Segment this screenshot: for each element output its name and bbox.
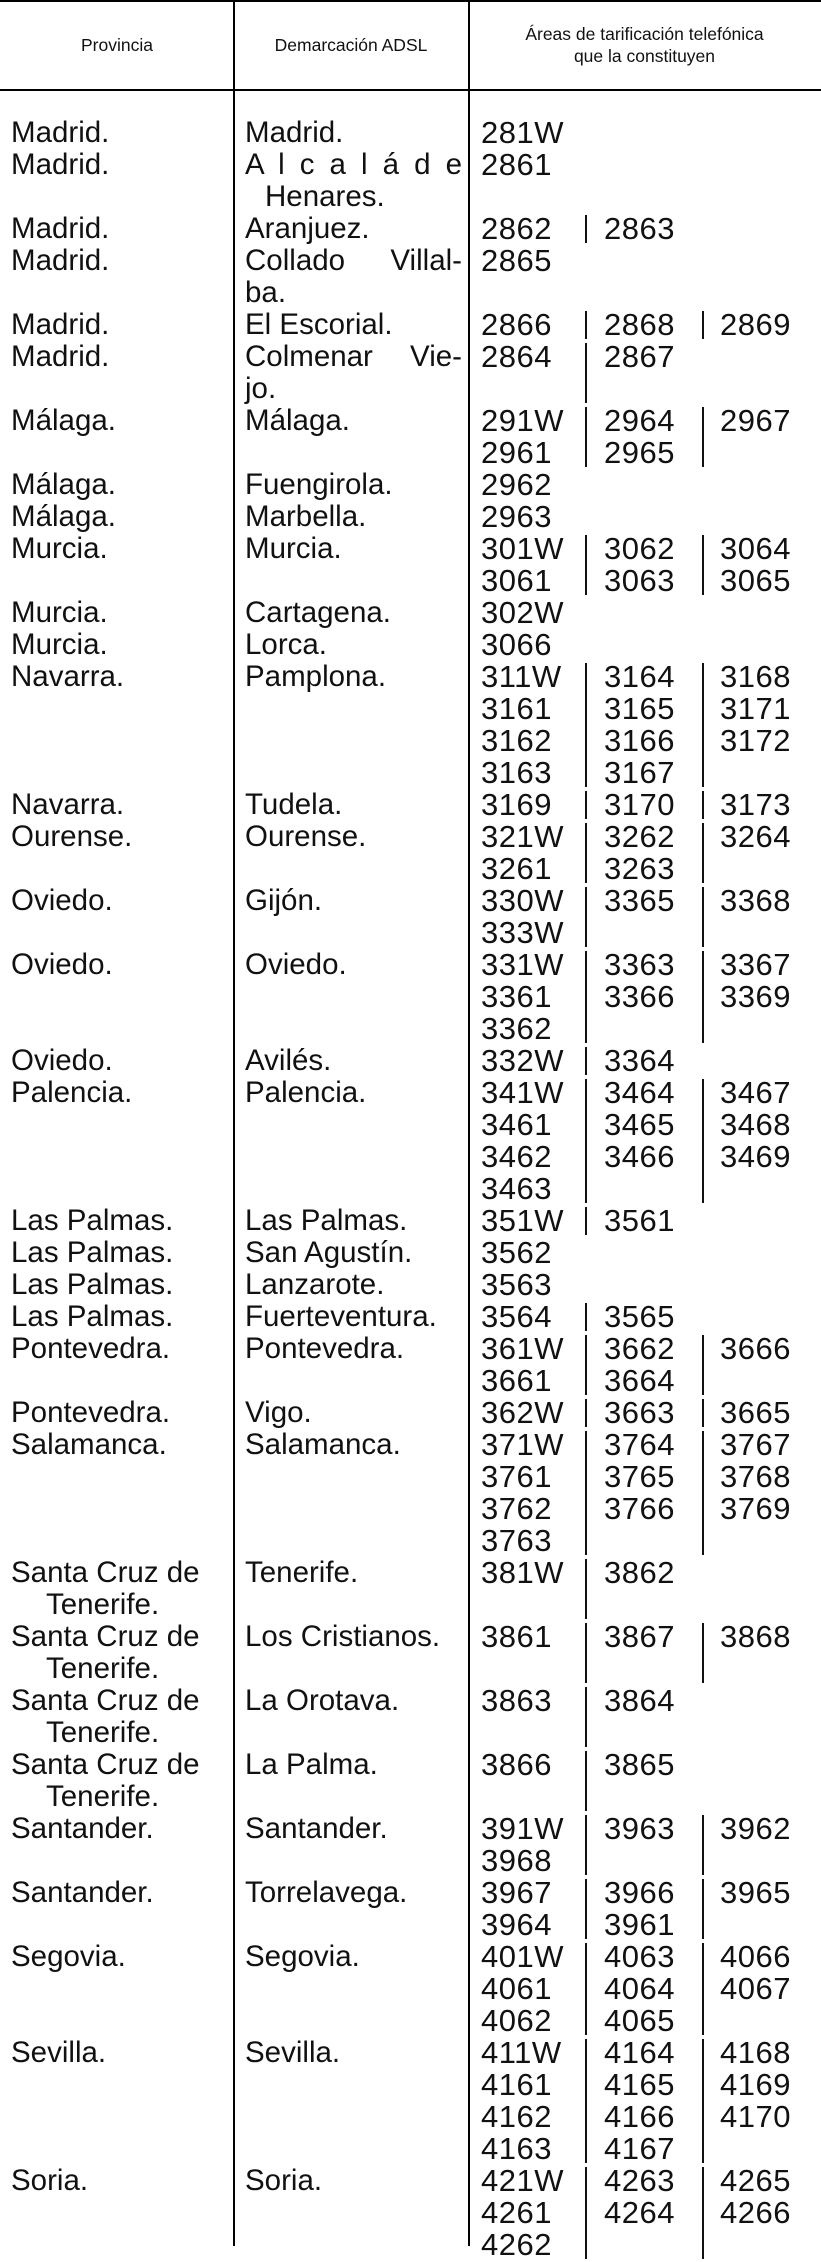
area-code-cell: 3465 [604,1107,675,1142]
area-code-cell: 3162 [481,723,552,758]
area-code-cell: 3169 [481,787,552,822]
area-code-cell: 3963 [604,1811,675,1846]
area-column-rule [702,1431,704,1555]
area-code-cell: 3261 [481,851,552,886]
demarcacion-cell: Málaga. [245,404,350,437]
demarcacion-cell: Fuengirola. [245,468,393,501]
area-code-cell: 3467 [720,1075,791,1110]
demarcacion-cell: A l c a l á d e [245,148,462,181]
area-code-cell: 3263 [604,851,675,886]
provincia-cell: Santa Cruz de [11,1556,200,1589]
area-code-cell: 2961 [481,435,552,470]
demarcacion-cell: Tenerife. [245,1556,359,1589]
provincia-cell: Palencia. [11,1076,133,1109]
area-column-rule [585,535,587,595]
provincia-cell: Sevilla. [11,2036,107,2069]
area-code-cell: 421W [481,2163,564,2198]
area-code-cell: 362W [481,1395,564,1430]
area-code-cell: 3364 [604,1043,675,1078]
area-column-rule [585,1079,587,1203]
demarcacion-cell: Fuerteventura. [245,1300,437,1333]
area-column-rule [585,2167,587,2259]
area-code-cell: 331W [481,947,564,982]
demarcacion-cell: El Escorial. [245,308,393,341]
provincia-cell: Soria. [11,2164,89,2197]
area-code-cell: 311W [481,659,562,694]
area-code-cell: 361W [481,1331,564,1366]
area-column-rule [702,951,704,1043]
area-code-cell: 2864 [481,339,552,374]
demarcacion-cell: Marbella. [245,500,367,533]
area-code-cell: 3966 [604,1875,675,1910]
area-code-cell: 3767 [720,1427,791,1462]
area-column-rule [585,823,587,883]
area-code-cell: 4066 [720,1939,791,1974]
area-code-cell: 3173 [720,787,791,822]
provincia-cell: Madrid. [11,340,110,373]
area-code-cell: 301W [481,531,564,566]
area-column-rule [585,407,587,467]
area-code-cell: 4064 [604,1971,675,2006]
demarcacion-cell: Aranjuez. [245,212,370,245]
area-column-rule [702,1815,704,1875]
area-code-cell: 3469 [720,1139,791,1174]
provincia-cell: Oviedo. [11,948,113,981]
area-code-cell: 3468 [720,1107,791,1142]
area-code-cell: 3867 [604,1619,675,1654]
area-code-cell: 2869 [720,307,791,342]
area-code-cell: 3968 [481,1843,552,1878]
provincia-cell: Santa Cruz de [11,1684,200,1717]
area-code-cell: 2962 [481,467,552,502]
demarcacion-cell: Santander. [245,1812,388,1845]
area-column-rule [585,663,587,787]
area-code-cell: 3264 [720,819,791,854]
header-bottom-rule [0,89,821,91]
provincia-cell: Navarra. [11,788,125,821]
header-areas-line2: que la constituyen [573,46,716,66]
area-code-cell: 3165 [604,691,675,726]
area-column-rule [702,791,704,819]
area-code-cell: 3565 [604,1299,675,1334]
area-code-cell: 3965 [720,1875,791,1910]
area-code-cell: 3365 [604,883,675,918]
area-column-rule [585,951,587,1043]
provincia-cell: Murcia. [11,596,108,629]
area-code-cell: 3461 [481,1107,552,1142]
area-code-cell: 3561 [604,1203,675,1238]
provincia-cell: Murcia. [11,532,108,565]
area-code-cell: 4163 [481,2131,552,2166]
area-code-cell: 3170 [604,787,675,822]
area-code-cell: 3563 [481,1267,552,1302]
provincia-cell: Santa Cruz de [11,1620,200,1653]
provincia-cell: Pontevedra. [11,1332,171,1365]
area-code-cell: 3768 [720,1459,791,1494]
area-code-cell: 4263 [604,2163,675,2198]
area-code-cell: 3962 [720,1811,791,1846]
area-column-rule [585,1303,587,1331]
provincia-cell: Málaga. [11,468,116,501]
area-code-cell: 3262 [604,819,675,854]
area-code-cell: 351W [481,1203,564,1238]
provincia-cell: Málaga. [11,404,116,437]
area-column-rule [585,1943,587,2035]
area-column-rule [702,2039,704,2163]
area-code-cell: 3166 [604,723,675,758]
provincia-cell: Santander. [11,1812,154,1845]
demarcacion-cell: Madrid. [245,116,344,149]
area-code-cell: 4264 [604,2195,675,2230]
area-code-cell: 2868 [604,307,675,342]
provincia-cell: Málaga. [11,500,116,533]
area-code-cell: 3168 [720,659,791,694]
provincia-cell: Pontevedra. [11,1396,171,1429]
demarcacion-cell: Cartagena. [245,596,391,629]
provincia-cell: Oviedo. [11,1044,113,1077]
area-code-cell: 3863 [481,1683,552,1718]
header-provincia [0,0,234,90]
area-column-rule [585,2039,587,2163]
area-code-cell: 3664 [604,1363,675,1398]
demarcacion-cell: Avilés. [245,1044,332,1077]
area-code-cell: 281W [481,115,564,150]
column-divider-demarcacion [468,0,470,2246]
provincia-cell: Las Palmas. [11,1236,174,1269]
area-code-cell: 3765 [604,1459,675,1494]
provincia-cell: Tenerife. [46,1716,160,1749]
area-column-rule [702,887,704,947]
area-code-cell: 3064 [720,531,791,566]
area-code-cell: 3964 [481,1907,552,1942]
area-column-rule [702,311,704,339]
area-column-rule [585,1335,587,1395]
demarcacion-cell: Torrelavega. [245,1876,408,1909]
area-column-rule [702,535,704,595]
area-column-rule [585,1559,587,1619]
area-column-rule [702,1079,704,1203]
area-code-cell: 3062 [604,531,675,566]
area-column-rule [585,311,587,339]
area-code-cell: 3868 [720,1619,791,1654]
area-code-cell: 3967 [481,1875,552,1910]
area-code-cell: 333W [481,915,564,950]
provincia-cell: Tenerife. [46,1588,160,1621]
area-code-cell: 4161 [481,2067,552,2102]
demarcacion-cell: Murcia. [245,532,342,565]
provincia-cell: Oviedo. [11,884,113,917]
area-code-cell: 341W [481,1075,564,1110]
area-code-cell: 4062 [481,2003,552,2038]
demarcacion-cell: Salamanca. [245,1428,401,1461]
area-column-rule [702,407,704,467]
area-code-cell: 371W [481,1427,564,1462]
header-areas-line1: Áreas de tarificación telefónica [525,24,764,44]
area-column-rule [585,343,587,403]
area-column-rule [702,1879,704,1939]
area-code-cell: 2964 [604,403,675,438]
demarcacion-cell: Sevilla. [245,2036,341,2069]
provincia-cell: Las Palmas. [11,1300,174,1333]
area-code-cell: 3362 [481,1011,552,1046]
area-code-cell: 4265 [720,2163,791,2198]
provincia-cell: Madrid. [11,244,110,277]
provincia-cell: Tenerife. [46,1780,160,1813]
provincia-cell: Santander. [11,1876,154,1909]
area-column-rule [585,1623,587,1683]
area-code-cell: 3864 [604,1683,675,1718]
demarcacion-cell: Lorca. [245,628,327,661]
demarcacion-cell: Los Cristianos. [245,1620,441,1653]
area-column-rule [585,1207,587,1235]
area-column-rule [585,1879,587,1939]
area-code-cell: 3061 [481,563,552,598]
demarcacion-cell: Oviedo. [245,948,347,981]
area-code-cell: 3961 [604,1907,675,1942]
provincia-cell: Tenerife. [46,1652,160,1685]
demarcacion-cell: Las Palmas. [245,1204,408,1237]
column-divider-provincia [233,0,235,2246]
area-code-cell: 4266 [720,2195,791,2230]
area-code-cell: 4167 [604,2131,675,2166]
demarcacion-cell: Ourense. [245,820,367,853]
area-code-cell: 3766 [604,1491,675,1526]
demarcacion-cell: ba. [245,276,287,309]
area-code-cell: 391W [481,1811,564,1846]
demarcacion-cell: Pamplona. [245,660,387,693]
header-provincia-label: Provincia [81,35,153,55]
area-code-cell: 3063 [604,563,675,598]
area-code-cell: 411W [481,2035,562,2070]
area-column-rule [702,1399,704,1427]
area-column-rule [702,2167,704,2259]
area-code-cell: 291W [481,403,564,438]
provincia-cell: Madrid. [11,212,110,245]
provincia-cell: Madrid. [11,308,110,341]
demarcacion-cell: Lanzarote. [245,1268,385,1301]
area-code-cell: 3065 [720,563,791,598]
area-code-cell: 3171 [720,691,791,726]
area-code-cell: 3861 [481,1619,552,1654]
demarcacion-cell: Segovia. [245,1940,360,1973]
area-code-cell: 3564 [481,1299,552,1334]
area-column-rule [585,1431,587,1555]
area-code-cell: 4165 [604,2067,675,2102]
area-code-cell: 4170 [720,2099,791,2134]
area-column-rule [585,887,587,947]
area-column-rule [585,1047,587,1075]
area-code-cell: 3663 [604,1395,675,1430]
demarcacion-cell: Henares. [265,180,385,213]
header-areas [468,0,821,90]
area-column-rule [585,791,587,819]
provincia-cell: Madrid. [11,116,110,149]
area-code-cell: 4169 [720,2067,791,2102]
area-column-rule [702,1943,704,2035]
area-code-cell: 4261 [481,2195,552,2230]
area-code-cell: 3369 [720,979,791,1014]
area-code-cell: 2866 [481,307,552,342]
demarcacion-cell: San Agustín. [245,1236,413,1269]
area-code-cell: 4166 [604,2099,675,2134]
area-code-cell: 4164 [604,2035,675,2070]
demarcacion-cell: La Orotava. [245,1684,400,1717]
demarcacion-cell: Vigo. [245,1396,312,1429]
area-code-cell: 3363 [604,947,675,982]
area-code-cell: 4262 [481,2227,552,2262]
header-demarcacion [234,0,468,90]
area-column-rule [585,1751,587,1811]
area-code-cell: 2967 [720,403,791,438]
area-code-cell: 3666 [720,1331,791,1366]
area-code-cell: 3462 [481,1139,552,1174]
area-code-cell: 330W [481,883,564,918]
area-column-rule [585,1687,587,1747]
area-code-cell: 4067 [720,1971,791,2006]
area-code-cell: 3366 [604,979,675,1014]
header-top-rule [0,0,821,2]
provincia-cell: Santa Cruz de [11,1748,200,1781]
header-demarcacion-label: Demarcación ADSL [274,35,428,55]
area-code-cell: 2863 [604,211,675,246]
area-code-cell: 3665 [720,1395,791,1430]
area-code-cell: 3762 [481,1491,552,1526]
area-code-cell: 2865 [481,243,552,278]
area-code-cell: 332W [481,1043,564,1078]
area-code-cell: 2867 [604,339,675,374]
provincia-cell: Madrid. [11,148,110,181]
area-code-cell: 381W [481,1555,564,1590]
area-code-cell: 3862 [604,1555,675,1590]
demarcacion-cell: La Palma. [245,1748,378,1781]
area-code-cell: 3066 [481,627,552,662]
area-code-cell: 3662 [604,1331,675,1366]
area-code-cell: 3463 [481,1171,552,1206]
area-code-cell: 3464 [604,1075,675,1110]
area-code-cell: 4065 [604,2003,675,2038]
provincia-cell: Salamanca. [11,1428,167,1461]
area-code-cell: 2965 [604,435,675,470]
area-code-cell: 4168 [720,2035,791,2070]
area-code-cell: 4061 [481,1971,552,2006]
area-code-cell: 2963 [481,499,552,534]
area-column-rule [702,1335,704,1395]
area-code-cell: 321W [481,819,564,854]
demarcacion-cell: Collado Villal- [245,244,462,277]
area-code-cell: 3769 [720,1491,791,1526]
area-code-cell: 3161 [481,691,552,726]
area-code-cell: 4063 [604,1939,675,1974]
area-column-rule [702,1623,704,1683]
area-code-cell: 3172 [720,723,791,758]
area-code-cell: 3164 [604,659,675,694]
area-code-cell: 3466 [604,1139,675,1174]
provincia-cell: Segovia. [11,1940,126,1973]
provincia-cell: Las Palmas. [11,1268,174,1301]
demarcacion-cell: Palencia. [245,1076,367,1109]
provincia-cell: Las Palmas. [11,1204,174,1237]
demarcacion-cell: Pontevedra. [245,1332,405,1365]
area-code-cell: 2862 [481,211,552,246]
area-code-cell: 3764 [604,1427,675,1462]
area-code-cell: 3368 [720,883,791,918]
provincia-cell: Ourense. [11,820,133,853]
area-code-cell: 3661 [481,1363,552,1398]
area-column-rule [585,215,587,243]
area-code-cell: 401W [481,1939,564,1974]
area-code-cell: 3865 [604,1747,675,1782]
area-code-cell: 3763 [481,1523,552,1558]
area-code-cell: 2861 [481,147,552,182]
area-code-cell: 3367 [720,947,791,982]
demarcacion-cell: Gijón. [245,884,323,917]
provincia-cell: Murcia. [11,628,108,661]
area-code-cell: 4162 [481,2099,552,2134]
demarcacion-cell: Colmenar Vie- [245,340,462,373]
area-code-cell: 3562 [481,1235,552,1270]
demarcacion-cell: Tudela. [245,788,343,821]
area-column-rule [585,1815,587,1875]
area-code-cell: 3361 [481,979,552,1014]
provincia-cell: Navarra. [11,660,125,693]
area-column-rule [585,1399,587,1427]
area-code-cell: 3167 [604,755,675,790]
area-code-cell: 3163 [481,755,552,790]
demarcacion-cell: Soria. [245,2164,323,2197]
area-column-rule [702,663,704,787]
demarcacion-cell: jo. [245,372,277,405]
area-code-cell: 3761 [481,1459,552,1494]
area-column-rule [702,823,704,883]
area-code-cell: 302W [481,595,564,630]
area-code-cell: 3866 [481,1747,552,1782]
